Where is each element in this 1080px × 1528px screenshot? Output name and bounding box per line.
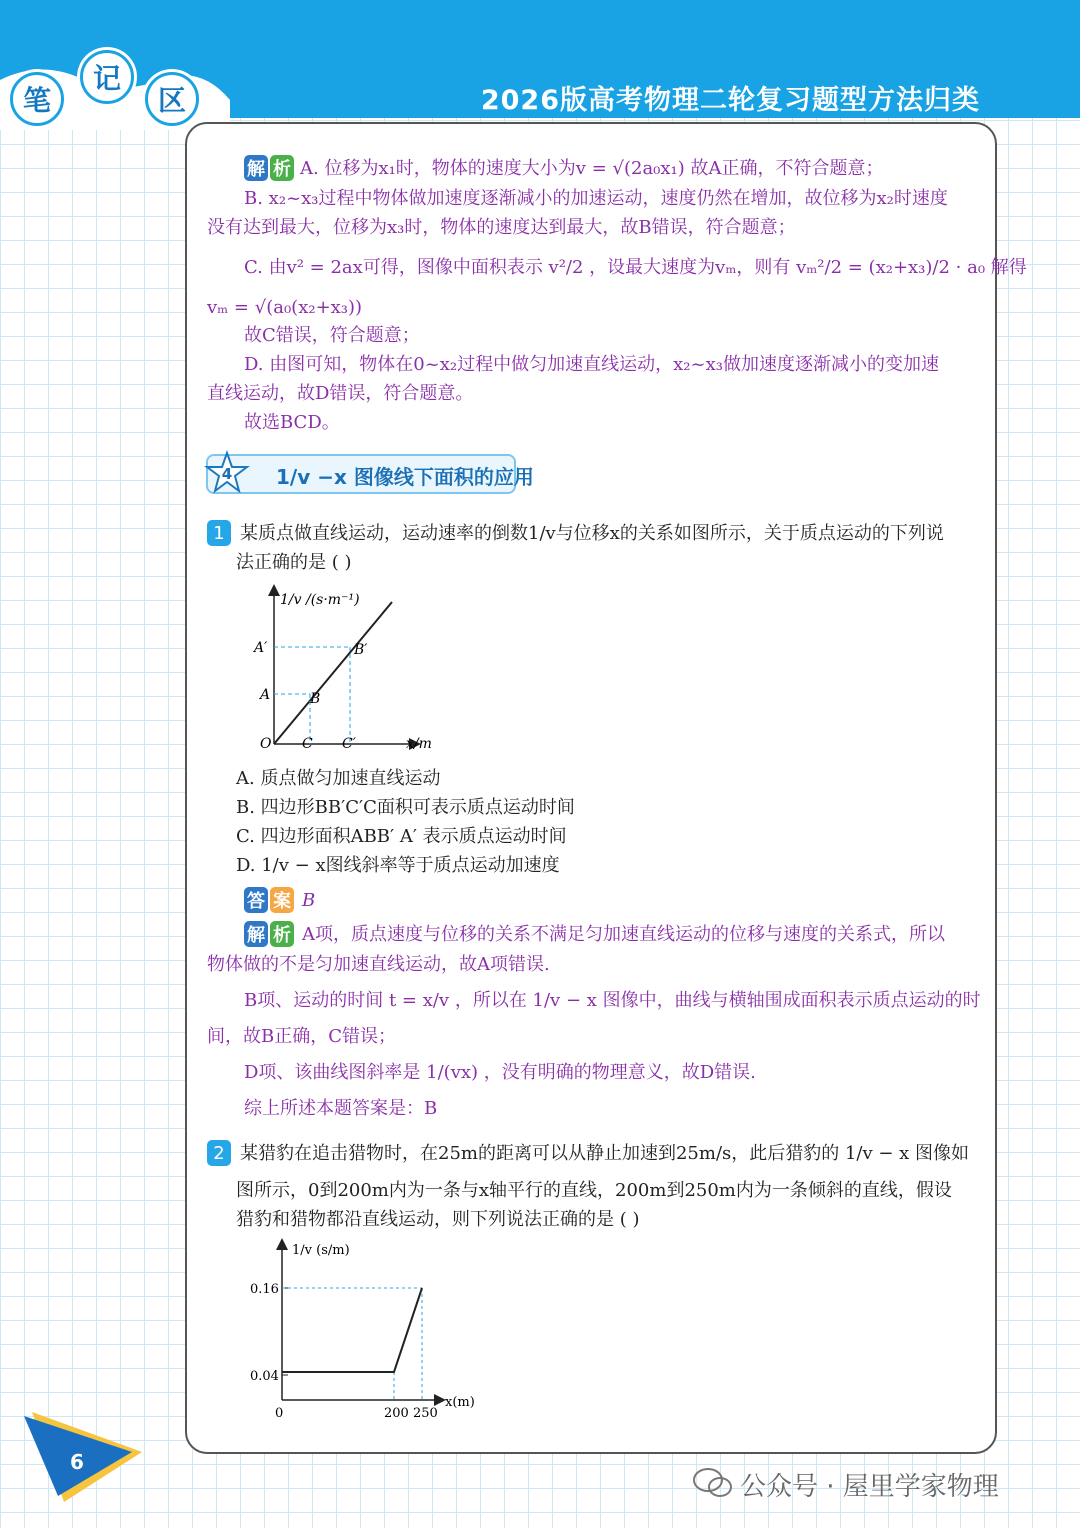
- solution-tag: [244, 155, 296, 181]
- section-title: 1/v −x 图像线下面积的应用: [276, 465, 534, 489]
- header-bubble-2: 记: [80, 50, 134, 104]
- option-c: C. 四边形面积ABB′ A′ 表示质点运动时间: [236, 826, 567, 847]
- point-label: B′: [354, 642, 368, 658]
- solution-tag: [244, 921, 296, 947]
- origin-label: O: [260, 736, 272, 752]
- solution-line: 综上所述本题答案是：B: [244, 1098, 438, 1119]
- point-label: B: [310, 691, 321, 707]
- y-tick-label: 0.16: [250, 1282, 279, 1297]
- x-axis-label: x/m: [406, 736, 432, 752]
- x-axis-label: x(m): [445, 1395, 475, 1410]
- solution-line: 物体做的不是匀加速直线运动，故A项错误.: [207, 954, 550, 975]
- answer-value: B: [302, 890, 316, 911]
- solution-tag-char: 解: [244, 155, 268, 181]
- option-b: B. 四边形BB′C′C面积可表示质点运动时间: [236, 797, 575, 818]
- question-number: 1: [207, 520, 231, 546]
- solution-line: A项，质点速度与位移的关系不满足匀加速直线运动的位移与速度的关系式，所以: [302, 924, 945, 945]
- solution-line: A. 位移为x₁时，物体的速度大小为v = √(2a₀x₁) 故A正确，不符合题意；: [300, 158, 884, 179]
- solution-tag-char: 解: [244, 921, 268, 947]
- page-number: 6: [70, 1450, 84, 1474]
- solution-tag-char: 析: [270, 155, 294, 181]
- section-number: 4: [221, 465, 233, 483]
- y-axis-label: 1/v (s/m): [292, 1243, 350, 1258]
- watermark: 公众号 · 屋里学家物理: [740, 1472, 999, 1502]
- point-label: A′: [254, 640, 268, 656]
- q2-figure: [240, 1236, 490, 1426]
- solution-line: C. 由v² = 2ax可得，图像中面积表示 v²/2 ，设最大速度为vₘ，则有 vₘ²/2 = (x₂+x₃)/2 · a₀ 解得: [244, 257, 1027, 278]
- series-title: 2026版高考物理二轮复习题型方法归类: [480, 85, 980, 116]
- question-stem-line: 某猎豹在追击猎物时，在25m的距离可以从静止加速到25m/s，此后猎豹的 1/v − x 图像如: [240, 1143, 970, 1164]
- origin-label: 0: [275, 1406, 284, 1421]
- header-bubble-1: 笔: [10, 72, 64, 126]
- question-number: 2: [207, 1140, 231, 1166]
- header-bubble-3: 区: [145, 72, 199, 126]
- solution-line: 没有达到最大，位移为x₃时，物体的速度达到最大，故B错误，符合题意；: [207, 217, 796, 238]
- star-icon: [204, 450, 250, 496]
- y-tick-label: 0.04: [250, 1369, 279, 1384]
- solution-line: 直线运动，故D错误，符合题意。: [207, 383, 474, 404]
- question-stem-line: 某质点做直线运动，运动速率的倒数1/v与位移x的关系如图所示，关于质点运动的下列说: [240, 523, 944, 544]
- point-label: A: [260, 687, 271, 703]
- option-d: D. 1/v − x图线斜率等于质点运动加速度: [236, 855, 560, 876]
- solution-line: D. 由图可知，物体在0~x₂过程中做匀加速直线运动，x₂~x₃做加速度逐渐减小的变加速: [244, 354, 939, 375]
- series-line: [282, 1288, 422, 1372]
- solution-line: 故选BCD。: [244, 412, 340, 433]
- solution-line: D项、该曲线图斜率是 1/(vx) ，没有明确的物理意义，故D错误.: [244, 1062, 756, 1083]
- point-label: C: [302, 736, 313, 752]
- answer-tag: [244, 887, 296, 913]
- wechat-icon: [692, 1466, 734, 1500]
- question-stem-line: 法正确的是 ( ): [236, 552, 352, 573]
- solution-tag-char: 析: [270, 921, 294, 947]
- solution-line: B项、运动的时间 t = x/v ，所以在 1/v − x 图像中，曲线与横轴围成面积表示质点运动的时: [244, 990, 981, 1011]
- question-stem-line: 猎豹和猎物都沿直线运动，则下列说法正确的是 ( ): [236, 1209, 640, 1230]
- option-a: A. 质点做匀加速直线运动: [236, 768, 441, 789]
- graph-line: [274, 602, 392, 744]
- solution-line: 故C错误，符合题意；: [244, 325, 420, 346]
- q1-figure: [250, 582, 450, 757]
- solution-line: 间，故B正确，C错误；: [207, 1026, 396, 1047]
- answer-tag-char: 答: [244, 887, 268, 913]
- solution-line: vₘ = √(a₀(x₂+x₃)): [207, 297, 363, 318]
- y-axis-label: 1/v /(s·m⁻¹): [280, 592, 360, 608]
- solution-line: B. x₂~x₃过程中物体做加速度逐渐减小的加速运动，速度仍然在增加，故位移为x₂时速度: [244, 188, 948, 209]
- point-label: C′: [342, 736, 356, 752]
- answer-tag-char: 案: [270, 887, 294, 913]
- x-tick-label: 200 250: [384, 1406, 438, 1421]
- question-stem-line: 图所示，0到200m内为一条与x轴平行的直线，200m到250m内为一条倾斜的直线，假设: [236, 1180, 952, 1201]
